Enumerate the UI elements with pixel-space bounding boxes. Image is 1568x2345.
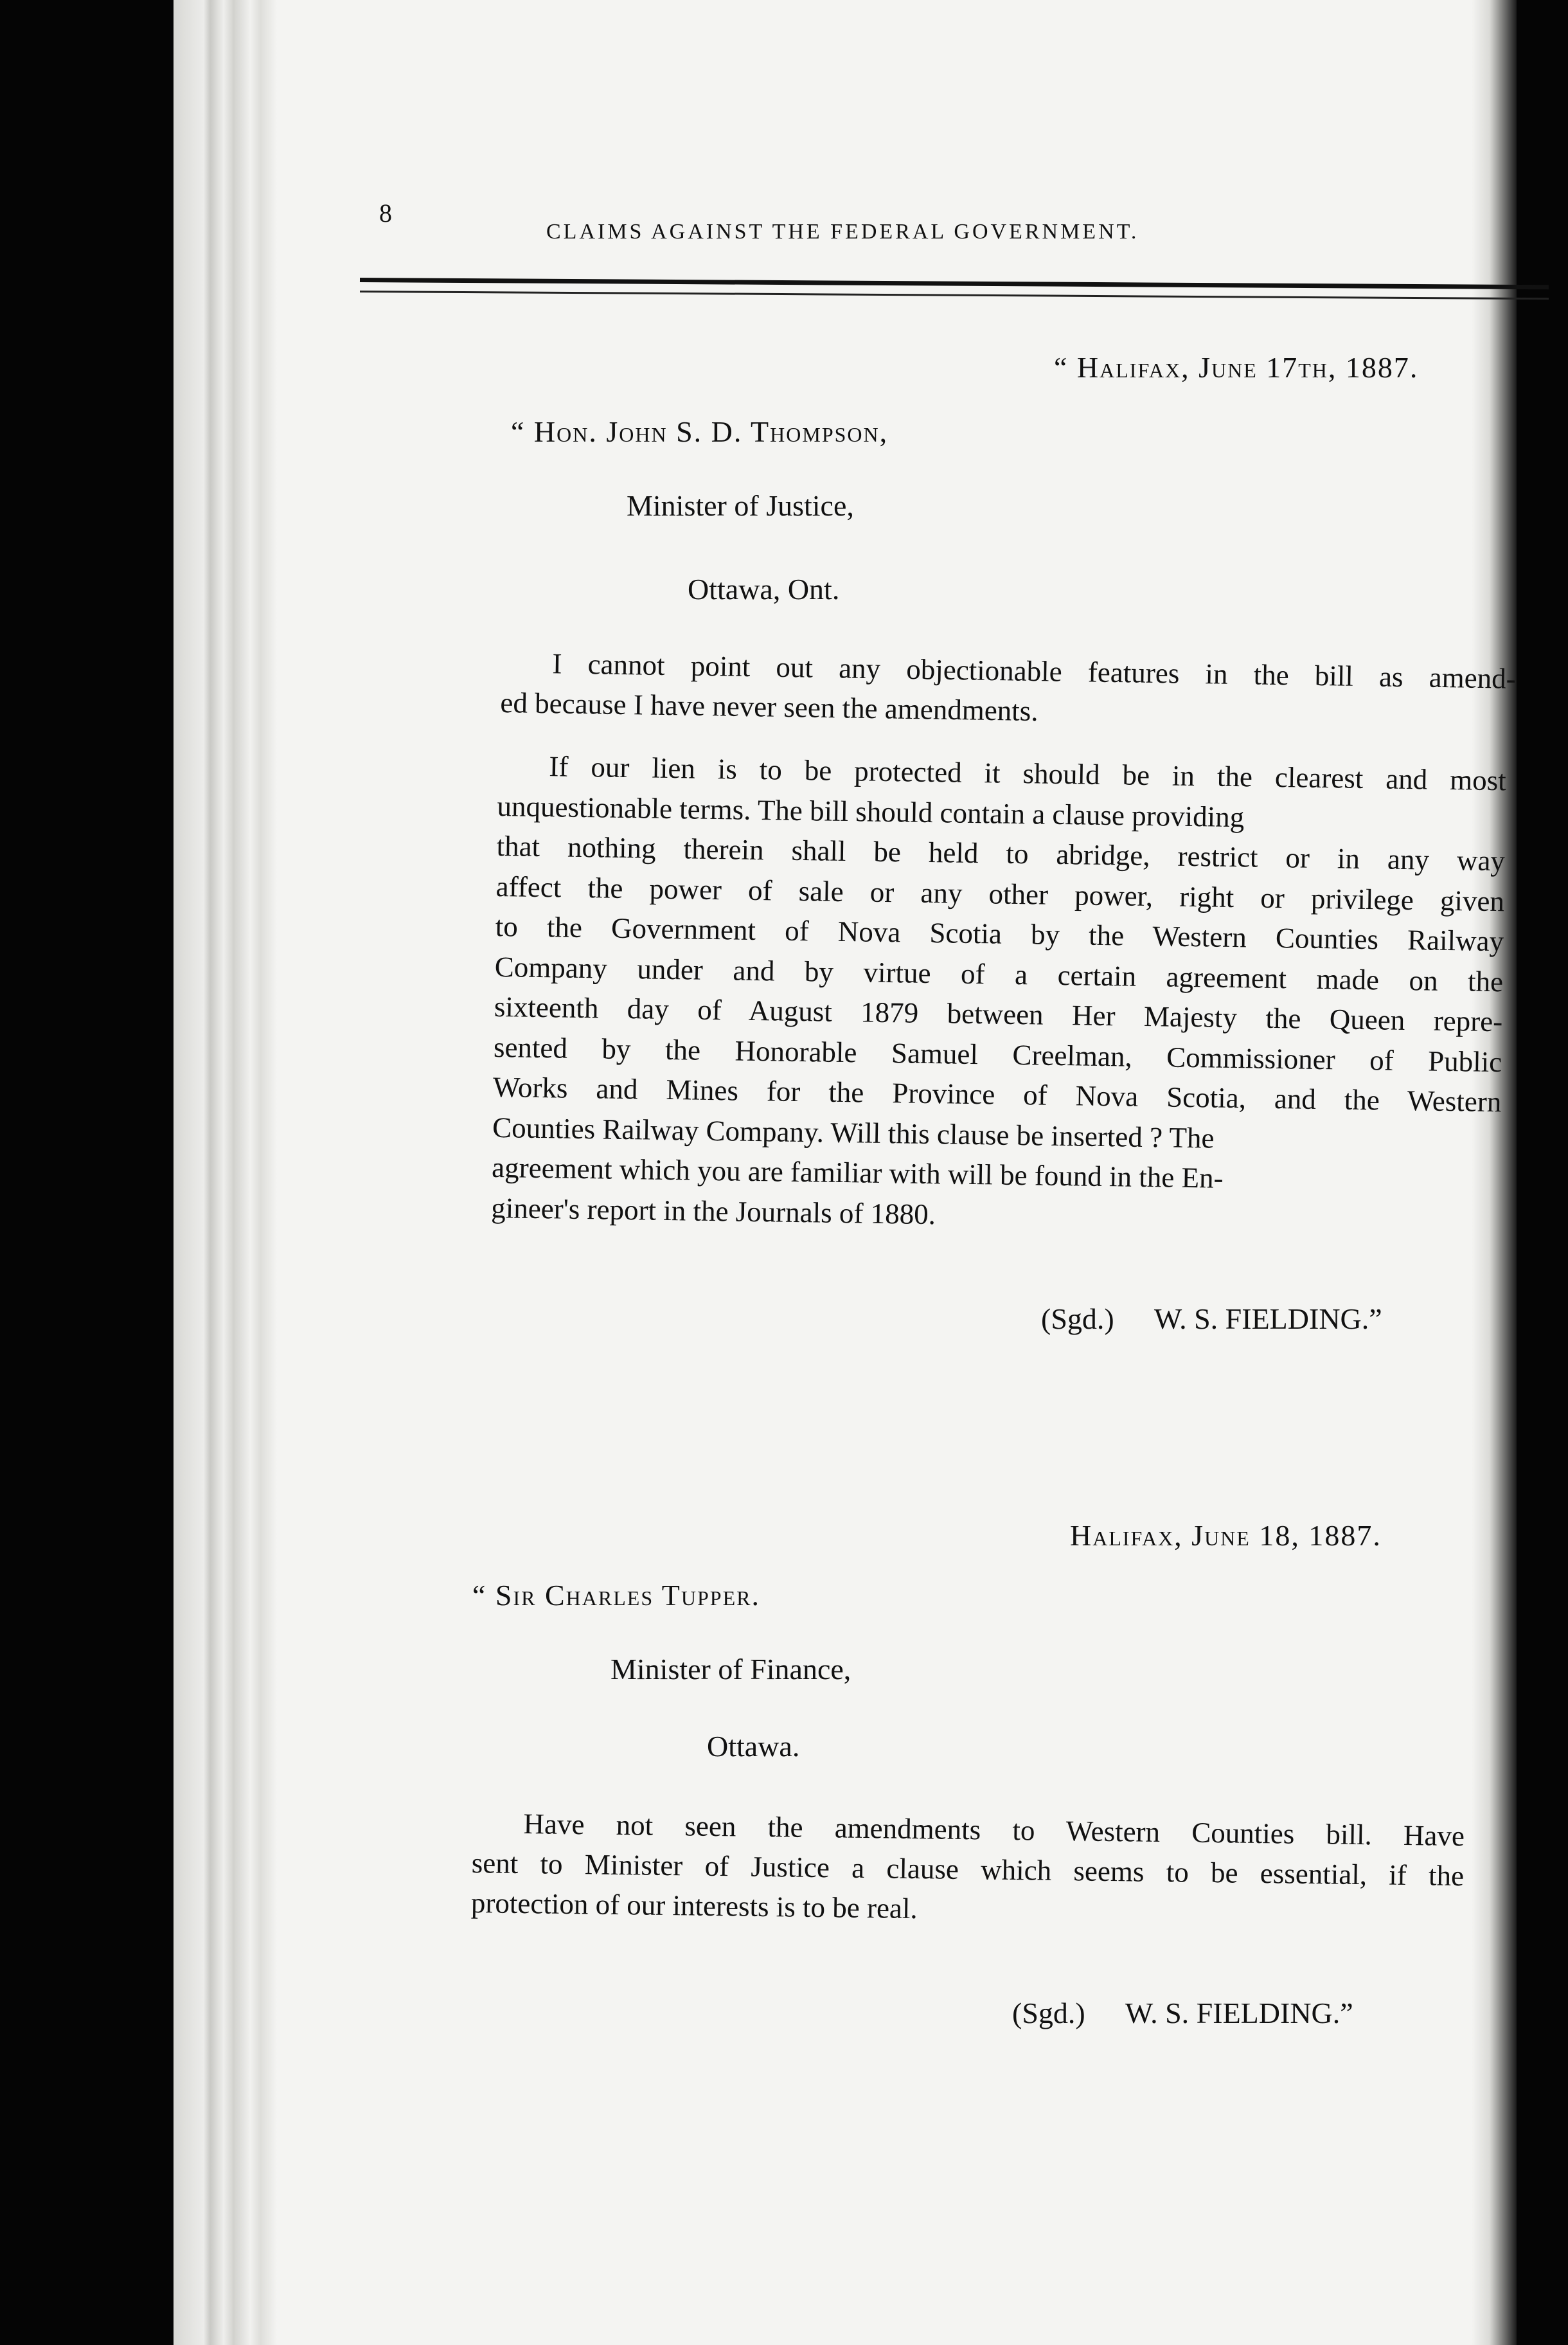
text-line: that nothing therein shall be held to abridge, restrict or in any way (496, 829, 1506, 877)
text-line: If our lien is to be protected it should be in the clearest and most (549, 750, 1507, 797)
letter1-signature-line (1041, 1302, 1382, 1336)
text-line: protection of our interests is to be real. (470, 1886, 918, 1925)
letter2-place: Ottawa. (707, 1730, 800, 1763)
text-line: sented by the Honorable Samuel Creelman, Commissioner of Public (493, 1030, 1502, 1078)
letter2-signature-line (1012, 1996, 1353, 2030)
text-line: agreement which you are familiar with will be found in the En- (491, 1151, 1224, 1194)
signature-prefix: (Sgd.) (1012, 1997, 1085, 2029)
page-number: 8 (379, 199, 392, 228)
text-line: Works and Mines for the Province of Nova Scotia, and the Western (492, 1070, 1502, 1119)
letter2-title: Minister of Finance, (610, 1653, 851, 1685)
letter1-dateline: “ Halifax, June 17th, 1887. (1054, 351, 1419, 384)
text-line: to the Government of Nova Scotia by the Western Counties Railway (495, 910, 1504, 958)
text-line: Have not seen the amendments to Western Counties bill. Have (523, 1808, 1465, 1853)
text-line: gineer's report in the Journals of 1880. (490, 1191, 936, 1230)
signature-prefix: (Sgd.) (1041, 1302, 1114, 1335)
text-line: Counties Railway Company. Will this clause be inserted ? The (492, 1111, 1215, 1155)
text-line: I cannot point out any objectionable features in the bill as amend- (552, 647, 1517, 695)
letter2-paragraph-1 (471, 1803, 1465, 1936)
signature-name: W. S. FIELDING.” (1154, 1302, 1382, 1335)
running-title: CLAIMS AGAINST THE FEDERAL GOVERNMENT. (546, 220, 1139, 244)
letter2-addressee: “ Sir Charles Tupper. (472, 1579, 760, 1612)
text-line: affect the power of sale or any other power, right or privilege given (495, 870, 1505, 917)
letter1-title: Minister of Justice, (627, 489, 854, 522)
letter1-paragraph-1 (500, 643, 1517, 739)
text-line: sent to Minister of Justice a clause which seems to be essential, if the (471, 1846, 1465, 1892)
text-line: ed because I have never seen the amendments. (500, 686, 1038, 728)
text-line: Company under and by virtue of a certain agreement made on the (494, 950, 1504, 998)
letter2-dateline: Halifax, June 18, 1887. (1070, 1519, 1382, 1552)
page-stack-edges (174, 0, 341, 2345)
letter1-paragraph-2 (491, 746, 1507, 1243)
letter1-addressee: “ Hon. John S. D. Thompson, (511, 415, 889, 448)
text-line: unquestionable terms. The bill should contain a clause providing (497, 789, 1245, 833)
text-line: sixteenth day of August 1879 between Her Majesty the Queen repre- (494, 990, 1503, 1038)
letter1-place: Ottawa, Ont. (688, 573, 840, 606)
signature-name: W. S. FIELDING.” (1125, 1997, 1353, 2029)
